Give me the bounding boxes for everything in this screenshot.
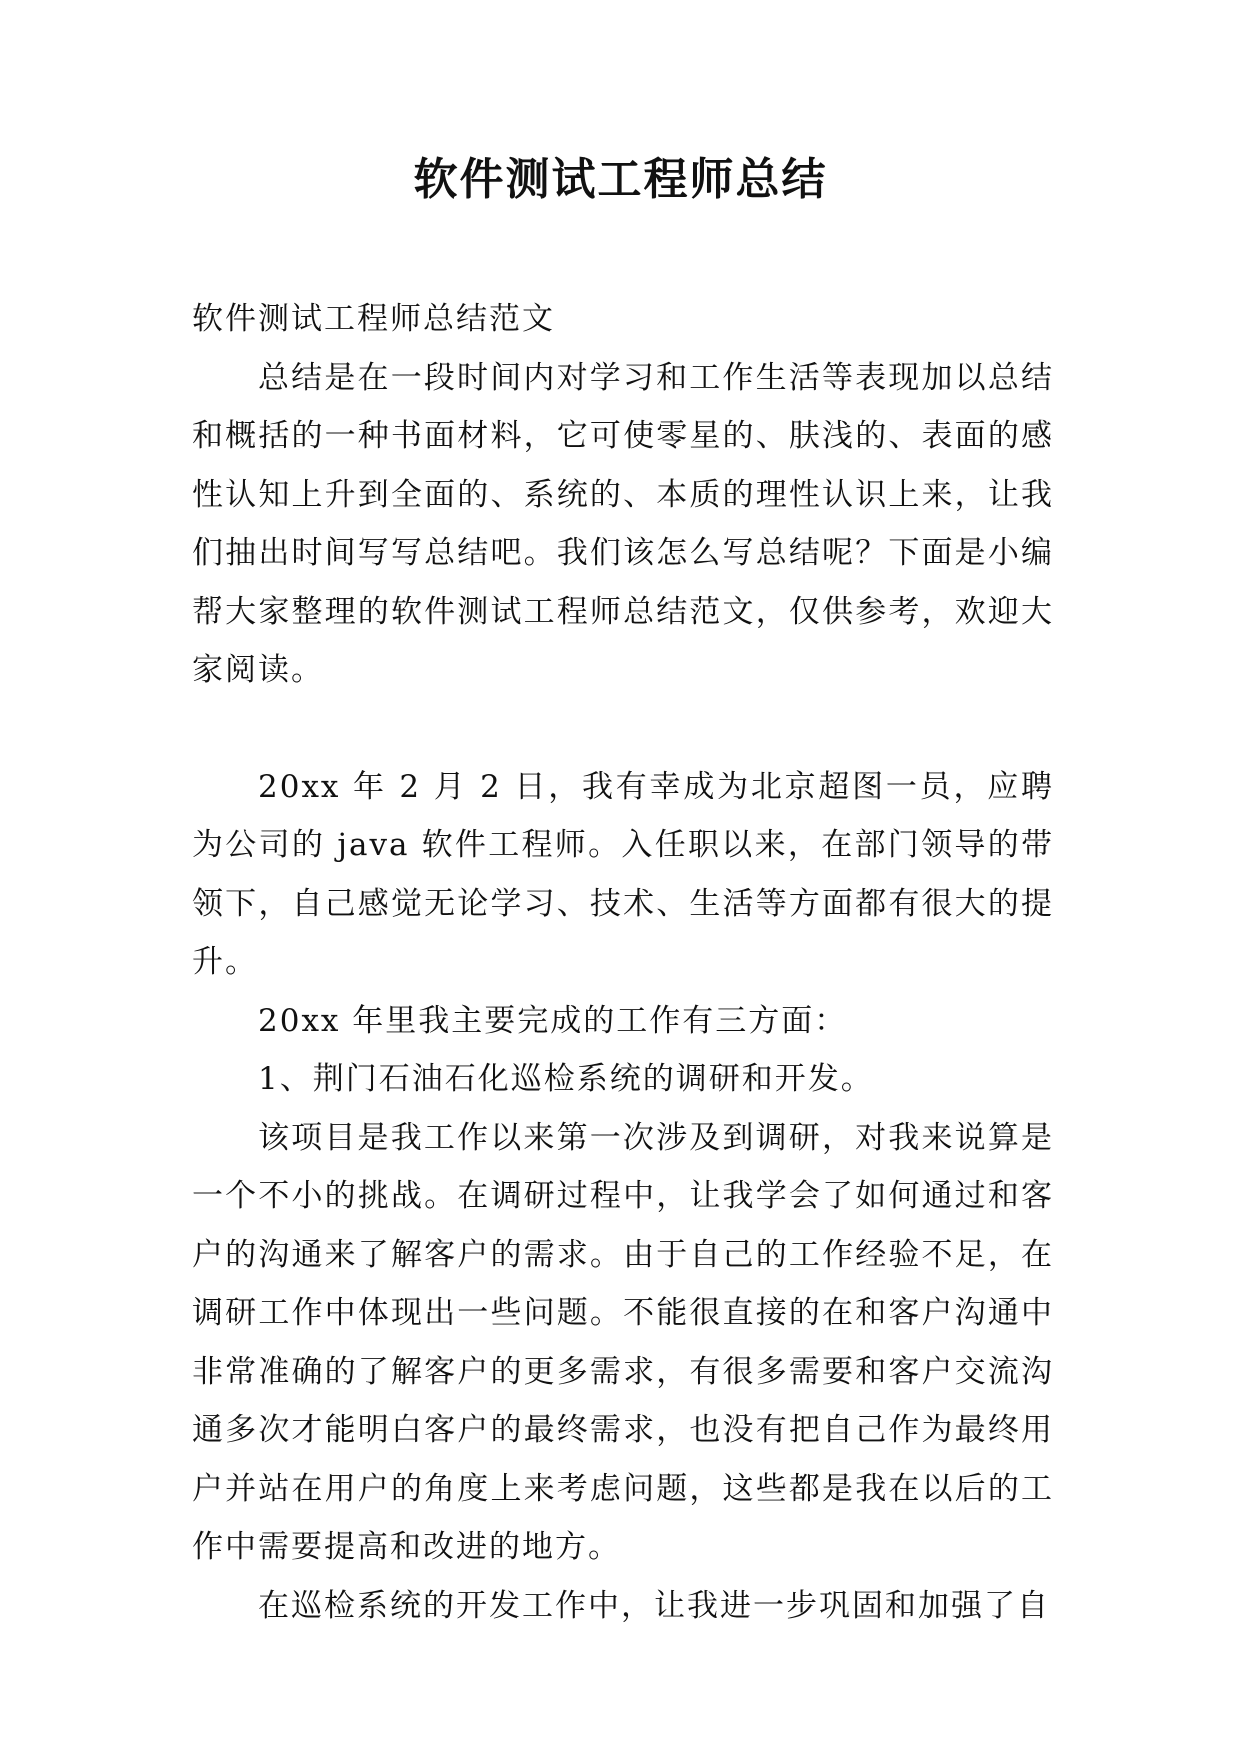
paragraph-spacer xyxy=(192,700,1054,758)
document-body xyxy=(192,290,1054,1635)
body-paragraph: 20xx 年里我主要完成的工作有三方面： xyxy=(258,1002,848,1039)
body-paragraph: 20xx 年 2 月 2 日，我有幸成为北京超图一员，应聘为公司的 java 软件工程师。入任职以来，在部门领导的带领下，自己感觉无论学习、技术、生活等方面都有很大的提升。 xyxy=(192,768,1054,980)
document-title: 软件测试工程师总结 xyxy=(413,154,828,205)
body-paragraph: 该项目是我工作以来第一次涉及到调研，对我来说算是一个不小的挑战。在调研过程中，让我学会了如何通过和客户的沟通来了解客户的需求。由于自己的工作经验不足，在调研工作中体现出一些问题。不能很直接的在和客户沟通中非常准确的了解客户的更多需求，有很多需要和客户交流沟通多次才能明白客户的最终需求，也没有把自己作为最终用户并站在用户的角度上来考虑问题，这些都是我在以后的工作中需要提高和改进的地方。 xyxy=(192,1119,1054,1565)
intro-paragraph: 总结是在一段时间内对学习和工作生活等表现加以总结和概括的一种书面材料，它可使零星的、肤浅的、表面的感性认知上升到全面的、系统的、本质的理性认识上来，让我们抽出时间写写总结吧。我们该怎么写总结呢？下面是小编帮大家整理的软件测试工程师总结范文，仅供参考，欢迎大家阅读。 xyxy=(192,359,1054,688)
document-subtitle: 软件测试工程师总结范文 xyxy=(192,301,555,337)
section-heading: 1、荆门石油石化巡检系统的调研和开发。 xyxy=(258,1061,874,1097)
body-paragraph: 在巡检系统的开发工作中，让我进一步巩固和加强了自 xyxy=(258,1587,1050,1624)
